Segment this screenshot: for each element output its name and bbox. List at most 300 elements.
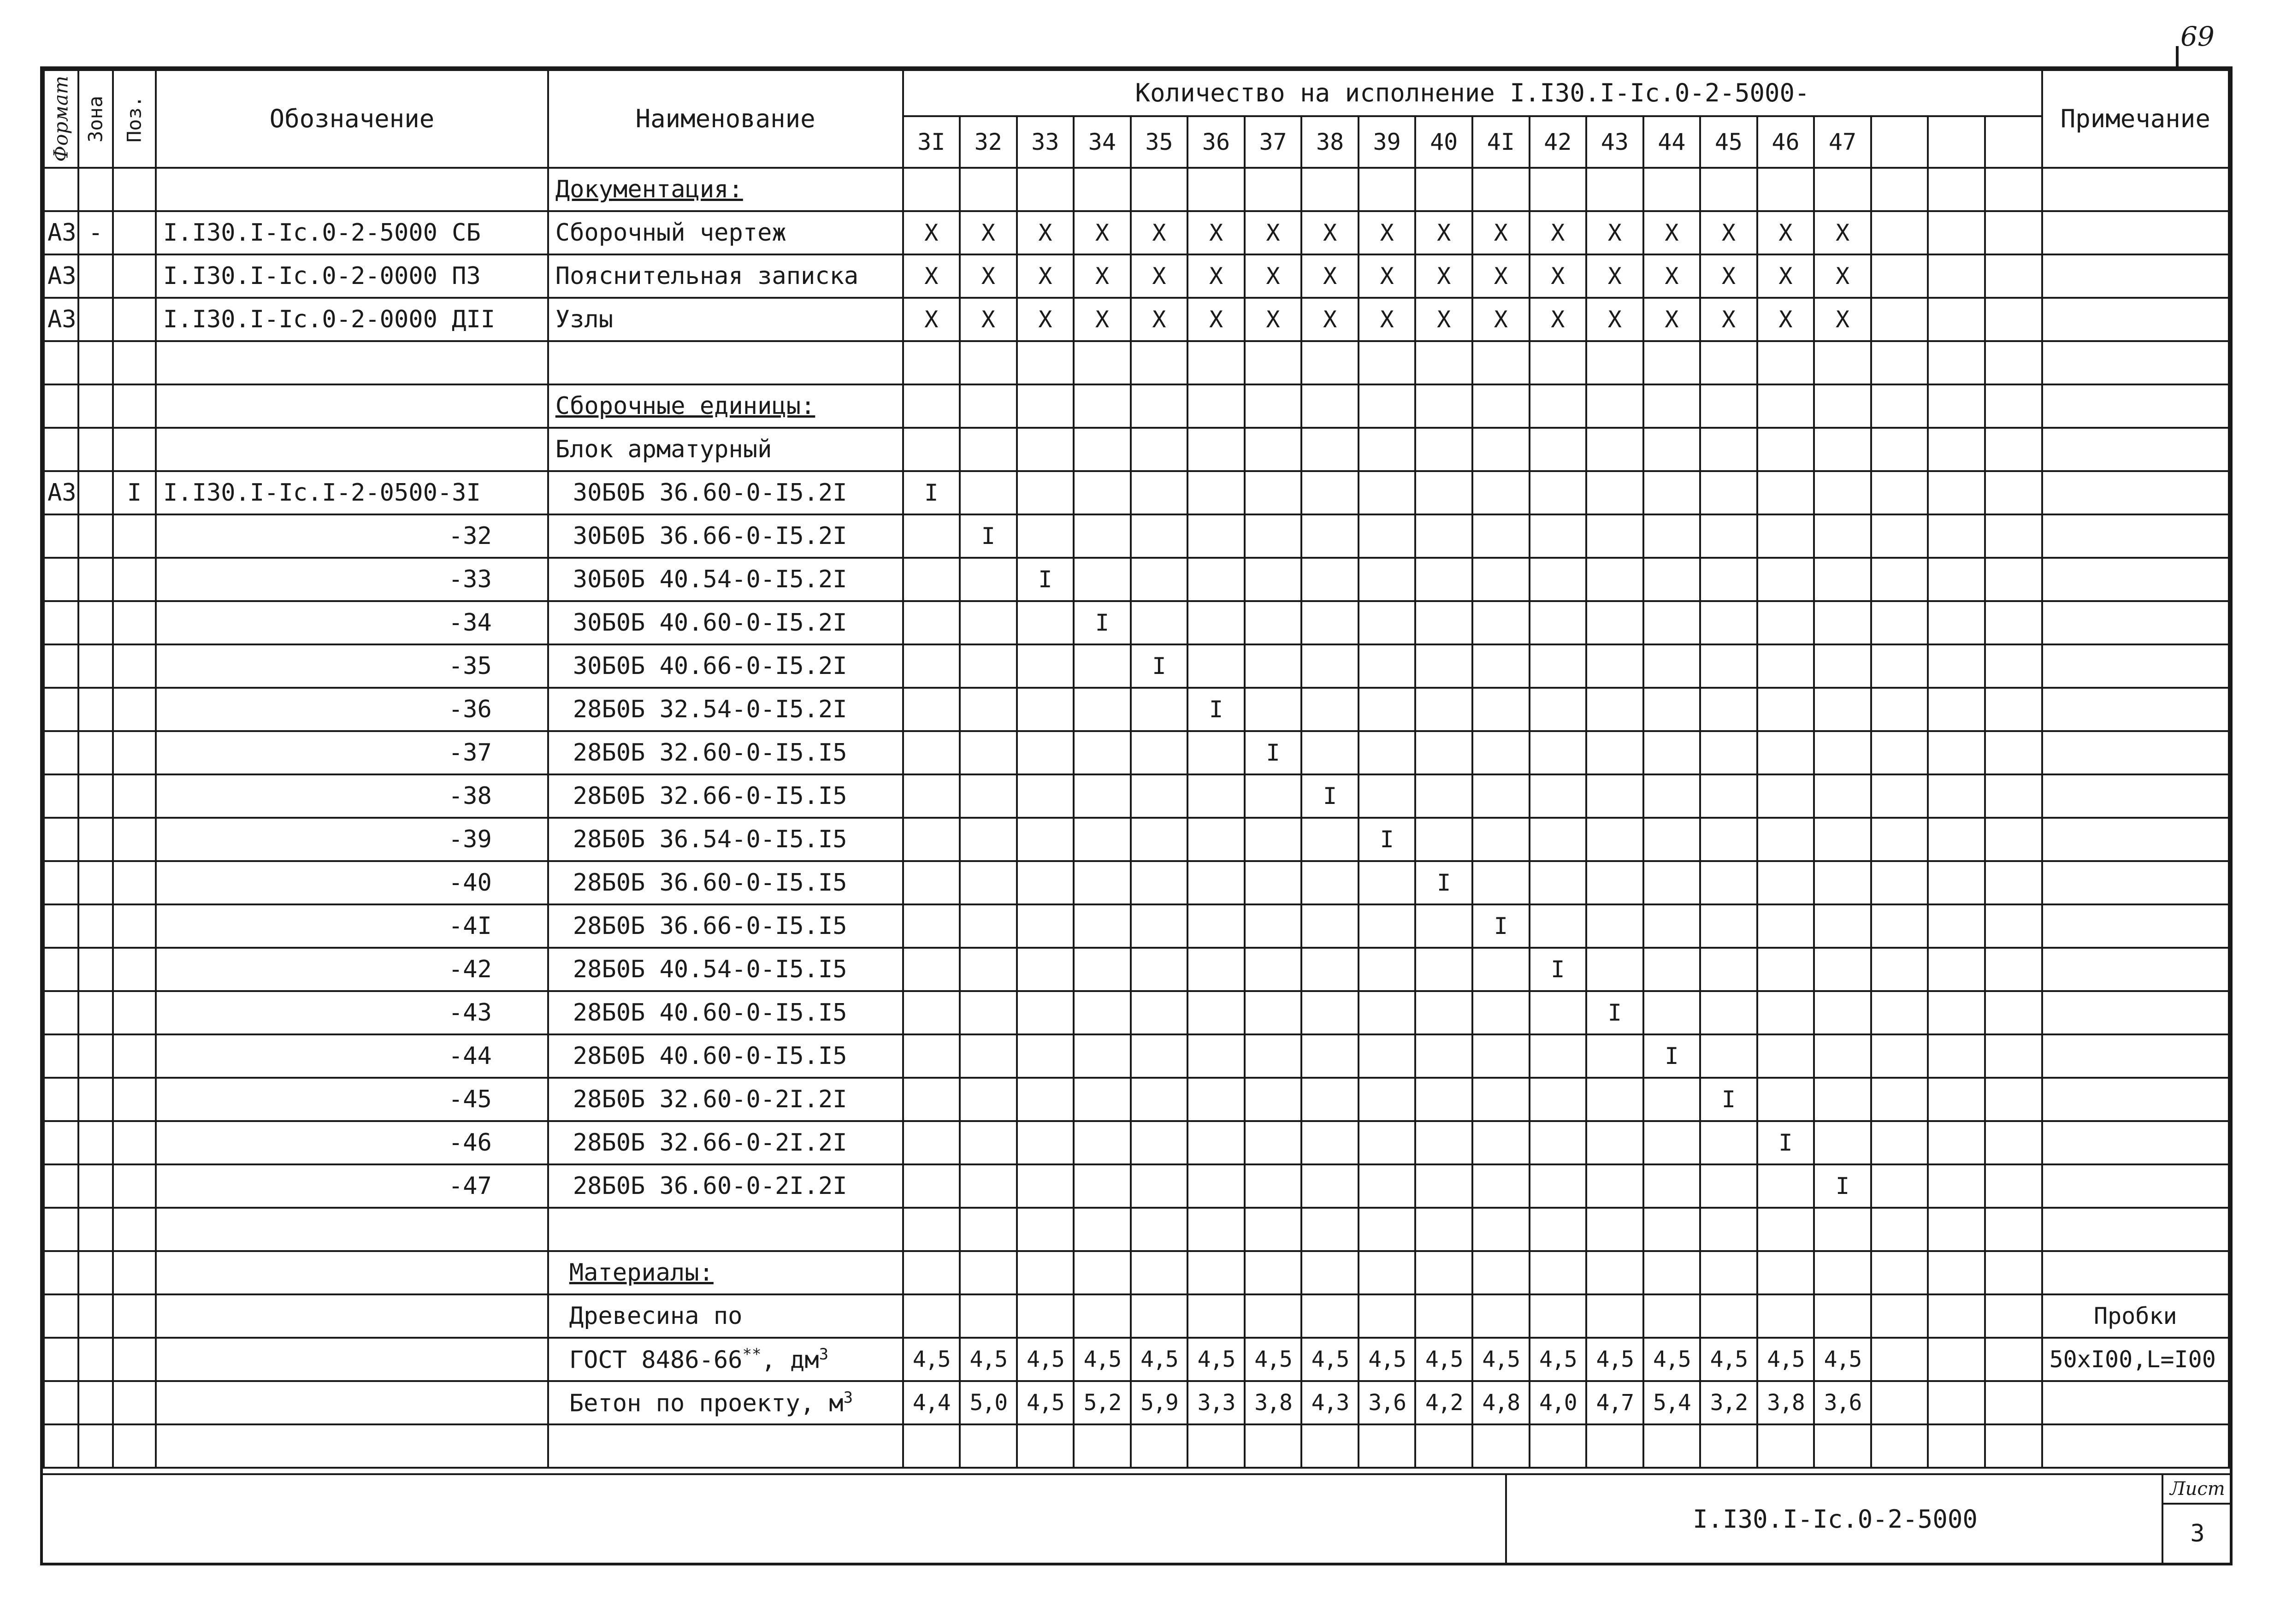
note-cell xyxy=(2042,254,2229,298)
qty-cell xyxy=(1586,861,1643,904)
header-variant-9: 40 xyxy=(1415,116,1472,168)
qty-blank xyxy=(1871,688,1928,731)
assembly-suffix: -38 xyxy=(156,774,548,818)
assembly-name: 28Б0Б 40.54-0-I5.I5 xyxy=(548,948,903,991)
qty-blank xyxy=(1871,644,1928,688)
qty-blank xyxy=(1985,254,2042,298)
doc-qty-mark: X xyxy=(1586,211,1643,254)
pos-cell xyxy=(113,948,156,991)
pos-cell xyxy=(113,211,156,254)
qty-cell xyxy=(1245,168,1302,211)
doc-designation: I.I30.I-Ic.0-2-0000 ДII xyxy=(156,298,548,341)
assembly-name: 28Б0Б 40.60-0-I5.I5 xyxy=(548,1034,903,1078)
pos-cell xyxy=(113,1078,156,1121)
qty-cell xyxy=(1415,1078,1472,1121)
qty-cell xyxy=(1301,644,1359,688)
material-wood-note1: Пробки xyxy=(2042,1294,2229,1338)
table-row xyxy=(44,168,2229,211)
qty-cell xyxy=(1757,948,1814,991)
format-cell xyxy=(44,1078,78,1121)
note-cell xyxy=(2042,644,2229,688)
qty-cell xyxy=(1472,168,1530,211)
assembly-name: 28Б0Б 32.66-0-2I.2I xyxy=(548,1121,903,1164)
qty-cell xyxy=(1131,1034,1188,1078)
qty-cell xyxy=(903,168,960,211)
qty-cell xyxy=(1415,1294,1472,1338)
qty-cell xyxy=(1359,558,1416,601)
qty-cell xyxy=(1415,731,1472,774)
qty-cell xyxy=(1814,1078,1871,1121)
qty-cell xyxy=(1359,1251,1416,1294)
table-row xyxy=(44,1294,2229,1338)
qty-cell xyxy=(1530,384,1587,428)
qty-cell xyxy=(1586,1034,1643,1078)
qty-cell xyxy=(1017,731,1074,774)
table-row xyxy=(44,1338,2229,1381)
header-variant-14: 45 xyxy=(1700,116,1757,168)
qty-cell xyxy=(1131,514,1188,558)
doc-qty-mark: X xyxy=(1700,298,1757,341)
designation-cell xyxy=(156,1208,548,1251)
qty-cell xyxy=(1301,1424,1359,1468)
doc-zone xyxy=(78,254,113,298)
zone-cell xyxy=(78,1381,113,1424)
qty-cell xyxy=(1301,514,1359,558)
qty-cell xyxy=(1415,471,1472,514)
qty-blank xyxy=(1871,1121,1928,1164)
header-note: Примечание xyxy=(2042,70,2229,168)
zone-cell xyxy=(78,168,113,211)
qty-cell xyxy=(1187,774,1245,818)
qty-cell xyxy=(1643,1121,1701,1164)
table-row xyxy=(44,428,2229,471)
qty-cell xyxy=(1131,948,1188,991)
qty-blank xyxy=(1871,428,1928,471)
qty-cell xyxy=(1643,1164,1701,1208)
assembly-qty-mark: I xyxy=(1757,1121,1814,1164)
header-variant-1: 32 xyxy=(960,116,1017,168)
page-number-tick xyxy=(2176,46,2179,66)
qty-blank xyxy=(1871,384,1928,428)
note-cell xyxy=(2042,471,2229,514)
qty-cell xyxy=(1017,471,1074,514)
qty-cell xyxy=(960,601,1017,644)
doc-qty-mark: X xyxy=(1586,254,1643,298)
qty-blank xyxy=(1928,991,1985,1034)
pos-cell xyxy=(113,1164,156,1208)
concrete-value: 5,9 xyxy=(1131,1381,1188,1424)
table-row xyxy=(44,818,2229,861)
assembly-qty-mark: I xyxy=(1530,948,1587,991)
qty-cell xyxy=(1472,948,1530,991)
qty-blank xyxy=(1871,1338,1928,1381)
note-cell xyxy=(2042,514,2229,558)
pos-cell xyxy=(113,1294,156,1338)
doc-qty-mark: X xyxy=(1643,298,1701,341)
title-block-sheet-cell xyxy=(2162,1475,2232,1563)
qty-cell xyxy=(1017,991,1074,1034)
qty-blank xyxy=(1985,774,2042,818)
assembly-name: 28Б0Б 40.60-0-I5.I5 xyxy=(548,991,903,1034)
assembly-qty-mark: I xyxy=(1814,1164,1871,1208)
doc-qty-mark: X xyxy=(1301,298,1359,341)
material-wood-line2 xyxy=(548,1338,903,1381)
qty-cell xyxy=(903,1294,960,1338)
pos-cell xyxy=(113,991,156,1034)
concrete-value: 4,0 xyxy=(1530,1381,1587,1424)
qty-cell xyxy=(1586,1208,1643,1251)
table-row xyxy=(44,384,2229,428)
qty-cell xyxy=(960,168,1017,211)
format-cell xyxy=(44,818,78,861)
qty-cell xyxy=(960,471,1017,514)
qty-cell xyxy=(1074,1294,1131,1338)
table-row xyxy=(44,601,2229,644)
qty-blank xyxy=(1985,1164,2042,1208)
table-row xyxy=(44,471,2229,514)
qty-cell xyxy=(1187,1294,1245,1338)
qty-cell xyxy=(1131,731,1188,774)
qty-cell xyxy=(1187,1251,1245,1294)
table-row xyxy=(44,1078,2229,1121)
table-row xyxy=(44,514,2229,558)
qty-cell xyxy=(1131,384,1188,428)
format-cell xyxy=(44,428,78,471)
format-cell xyxy=(44,601,78,644)
zone-cell xyxy=(78,514,113,558)
table-row xyxy=(44,644,2229,688)
assembly-name: 28Б0Б 32.54-0-I5.2I xyxy=(548,688,903,731)
qty-cell xyxy=(1586,558,1643,601)
qty-cell xyxy=(1757,644,1814,688)
assembly-pos: I xyxy=(113,471,156,514)
concrete-label: Бетон по проекту, м xyxy=(569,1389,844,1417)
qty-cell xyxy=(903,948,960,991)
qty-cell xyxy=(1187,904,1245,948)
qty-cell xyxy=(960,1034,1017,1078)
qty-cell xyxy=(960,1208,1017,1251)
format-cell xyxy=(44,1294,78,1338)
doc-qty-mark: X xyxy=(1017,254,1074,298)
qty-blank xyxy=(1928,471,1985,514)
doc-qty-mark: X xyxy=(1245,298,1302,341)
qty-cell xyxy=(1187,1034,1245,1078)
qty-cell xyxy=(1530,991,1587,1034)
qty-cell xyxy=(1643,1294,1701,1338)
qty-cell xyxy=(1074,558,1131,601)
format-cell xyxy=(44,1381,78,1424)
qty-cell xyxy=(1017,341,1074,384)
assembly-suffix: -32 xyxy=(156,514,548,558)
qty-cell xyxy=(1245,601,1302,644)
wood-value: 4,5 xyxy=(1586,1338,1643,1381)
qty-cell xyxy=(1757,1208,1814,1251)
header-name: Наименование xyxy=(548,70,903,168)
pos-cell xyxy=(113,168,156,211)
qty-cell xyxy=(960,904,1017,948)
assembly-name: 28Б0Б 36.54-0-I5.I5 xyxy=(548,818,903,861)
qty-blank xyxy=(1928,1034,1985,1078)
concrete-value: 3,8 xyxy=(1757,1381,1814,1424)
assembly-suffix: -34 xyxy=(156,601,548,644)
note-cell xyxy=(2042,1251,2229,1294)
qty-cell xyxy=(1359,514,1416,558)
qty-cell xyxy=(1530,688,1587,731)
doc-qty-mark: X xyxy=(1757,211,1814,254)
qty-cell xyxy=(1643,644,1701,688)
qty-blank xyxy=(1871,948,1928,991)
doc-qty-mark: X xyxy=(1359,254,1416,298)
concrete-value: 3,2 xyxy=(1700,1381,1757,1424)
qty-cell xyxy=(1074,1424,1131,1468)
note-cell xyxy=(2042,558,2229,601)
qty-blank xyxy=(1985,861,2042,904)
qty-cell xyxy=(1757,991,1814,1034)
qty-cell xyxy=(1643,904,1701,948)
qty-cell xyxy=(1017,1164,1074,1208)
qty-cell xyxy=(1757,1424,1814,1468)
qty-blank xyxy=(1928,904,1985,948)
qty-blank xyxy=(1928,1338,1985,1381)
note-cell xyxy=(2042,948,2229,991)
qty-cell xyxy=(1074,1251,1131,1294)
table-row xyxy=(44,341,2229,384)
qty-cell xyxy=(1359,1424,1416,1468)
qty-cell xyxy=(1530,861,1587,904)
doc-qty-mark: X xyxy=(903,211,960,254)
header-variant-6: 37 xyxy=(1245,116,1302,168)
qty-cell xyxy=(1757,861,1814,904)
qty-blank xyxy=(1985,1208,2042,1251)
qty-cell xyxy=(1814,384,1871,428)
qty-cell xyxy=(1301,341,1359,384)
name-cell xyxy=(548,1424,903,1468)
qty-cell xyxy=(1359,1164,1416,1208)
wood-value: 4,5 xyxy=(1131,1338,1188,1381)
qty-cell xyxy=(1472,731,1530,774)
qty-cell xyxy=(1472,601,1530,644)
qty-cell xyxy=(1245,818,1302,861)
concrete-value: 4,7 xyxy=(1586,1381,1643,1424)
qty-cell xyxy=(1586,168,1643,211)
zone-cell xyxy=(78,1034,113,1078)
qty-cell xyxy=(1472,1078,1530,1121)
concrete-value: 3,3 xyxy=(1187,1381,1245,1424)
pos-cell xyxy=(113,818,156,861)
qty-cell xyxy=(1472,384,1530,428)
qty-cell xyxy=(903,1078,960,1121)
header-variant-8: 39 xyxy=(1359,116,1416,168)
assembly-format: A3 xyxy=(44,471,78,514)
qty-cell xyxy=(1245,1208,1302,1251)
qty-cell xyxy=(1245,861,1302,904)
section-materials: Материалы: xyxy=(548,1251,903,1294)
pos-cell xyxy=(113,558,156,601)
format-cell xyxy=(44,558,78,601)
format-cell xyxy=(44,1164,78,1208)
qty-blank xyxy=(1871,818,1928,861)
qty-cell xyxy=(1074,644,1131,688)
qty-cell xyxy=(960,1251,1017,1294)
qty-cell xyxy=(903,514,960,558)
note-cell xyxy=(2042,861,2229,904)
qty-blank xyxy=(1871,1251,1928,1294)
format-cell xyxy=(44,1338,78,1381)
qty-cell xyxy=(1586,1294,1643,1338)
header-variant-7: 38 xyxy=(1301,116,1359,168)
qty-blank xyxy=(1985,384,2042,428)
qty-cell xyxy=(1301,1121,1359,1164)
qty-cell xyxy=(1472,644,1530,688)
qty-cell xyxy=(1586,1424,1643,1468)
qty-cell xyxy=(1814,904,1871,948)
qty-cell xyxy=(1187,991,1245,1034)
table-row xyxy=(44,1034,2229,1078)
qty-cell xyxy=(1586,644,1643,688)
qty-blank xyxy=(1871,514,1928,558)
qty-cell xyxy=(1017,904,1074,948)
qty-cell xyxy=(1530,904,1587,948)
qty-cell xyxy=(1472,1424,1530,1468)
assembly-suffix: -45 xyxy=(156,1078,548,1121)
qty-blank xyxy=(1985,904,2042,948)
qty-blank xyxy=(1928,1424,1985,1468)
qty-cell xyxy=(1301,731,1359,774)
qty-cell xyxy=(903,384,960,428)
doc-qty-mark: X xyxy=(1187,298,1245,341)
table-row xyxy=(44,904,2229,948)
qty-blank xyxy=(1928,211,1985,254)
wood-value: 4,5 xyxy=(1187,1338,1245,1381)
qty-blank xyxy=(1928,1164,1985,1208)
qty-cell xyxy=(1301,1078,1359,1121)
qty-blank xyxy=(1928,948,1985,991)
doc-format: A3 xyxy=(44,211,78,254)
qty-cell xyxy=(1245,384,1302,428)
qty-blank xyxy=(1871,168,1928,211)
qty-cell xyxy=(1530,1251,1587,1294)
concrete-value: 3,6 xyxy=(1359,1381,1416,1424)
qty-cell xyxy=(1814,1034,1871,1078)
qty-cell xyxy=(1359,601,1416,644)
table-row xyxy=(44,1251,2229,1294)
qty-cell xyxy=(1643,774,1701,818)
assembly-name: 28Б0Б 32.66-0-I5.I5 xyxy=(548,774,903,818)
assembly-suffix: -46 xyxy=(156,1121,548,1164)
qty-cell xyxy=(1131,1208,1188,1251)
zone-cell xyxy=(78,818,113,861)
note-cell xyxy=(2042,1121,2229,1164)
note-cell xyxy=(2042,904,2229,948)
qty-cell xyxy=(1643,384,1701,428)
qty-blank xyxy=(1928,1121,1985,1164)
qty-cell xyxy=(1472,341,1530,384)
wood-value: 4,5 xyxy=(1074,1338,1131,1381)
assembly-qty-mark: I xyxy=(1131,644,1188,688)
title-block-designation: I.I30.I-Ic.0-2-5000 xyxy=(1505,1475,2163,1563)
pos-cell xyxy=(113,688,156,731)
qty-cell xyxy=(1530,774,1587,818)
qty-cell xyxy=(1643,601,1701,644)
qty-cell xyxy=(1814,514,1871,558)
specification-table xyxy=(43,69,2230,1469)
qty-cell xyxy=(1586,471,1643,514)
qty-blank xyxy=(1928,818,1985,861)
qty-cell xyxy=(1643,168,1701,211)
assembly-name: 30Б0Б 36.66-0-I5.2I xyxy=(548,514,903,558)
qty-cell xyxy=(1530,1078,1587,1121)
zone-cell xyxy=(78,341,113,384)
doc-qty-mark: X xyxy=(1187,254,1245,298)
doc-qty-mark: X xyxy=(903,298,960,341)
qty-cell xyxy=(1530,168,1587,211)
qty-blank xyxy=(1871,1424,1928,1468)
qty-cell xyxy=(1131,471,1188,514)
qty-cell xyxy=(1245,1164,1302,1208)
doc-qty-mark: X xyxy=(1814,211,1871,254)
note-cell xyxy=(2042,1381,2229,1424)
qty-cell xyxy=(1359,948,1416,991)
qty-cell xyxy=(960,428,1017,471)
qty-cell xyxy=(960,688,1017,731)
wood-value: 4,5 xyxy=(960,1338,1017,1381)
qty-blank xyxy=(1871,1294,1928,1338)
doc-qty-mark: X xyxy=(1245,254,1302,298)
qty-cell xyxy=(1472,471,1530,514)
qty-cell xyxy=(1814,1208,1871,1251)
doc-qty-mark: X xyxy=(1472,254,1530,298)
format-cell xyxy=(44,948,78,991)
qty-cell xyxy=(1074,514,1131,558)
designation-cell xyxy=(156,384,548,428)
designation-cell xyxy=(156,1338,548,1381)
qty-blank xyxy=(1871,211,1928,254)
format-cell xyxy=(44,514,78,558)
wood-value: 4,5 xyxy=(1017,1338,1074,1381)
qty-blank xyxy=(1871,991,1928,1034)
qty-cell xyxy=(1187,644,1245,688)
qty-cell xyxy=(1074,168,1131,211)
designation-cell xyxy=(156,1381,548,1424)
qty-cell xyxy=(1814,601,1871,644)
qty-blank xyxy=(1871,1164,1928,1208)
qty-cell xyxy=(1415,1208,1472,1251)
qty-cell xyxy=(1530,1034,1587,1078)
qty-cell xyxy=(1131,1424,1188,1468)
qty-cell xyxy=(1700,688,1757,731)
doc-qty-mark: X xyxy=(1530,211,1587,254)
note-cell xyxy=(2042,818,2229,861)
wood-value: 4,5 xyxy=(1245,1338,1302,1381)
zone-cell xyxy=(78,1121,113,1164)
qty-cell xyxy=(1700,1251,1757,1294)
zone-cell xyxy=(78,1251,113,1294)
note-cell xyxy=(2042,601,2229,644)
doc-qty-mark: X xyxy=(1700,211,1757,254)
format-cell xyxy=(44,731,78,774)
qty-cell xyxy=(1700,514,1757,558)
qty-cell xyxy=(1131,991,1188,1034)
doc-qty-mark: X xyxy=(1359,298,1416,341)
pos-cell xyxy=(113,774,156,818)
qty-blank xyxy=(1871,254,1928,298)
qty-cell xyxy=(1301,1164,1359,1208)
qty-cell xyxy=(1757,168,1814,211)
qty-cell xyxy=(1245,341,1302,384)
doc-qty-mark: X xyxy=(1814,254,1871,298)
qty-cell xyxy=(1074,1034,1131,1078)
qty-cell xyxy=(1472,514,1530,558)
